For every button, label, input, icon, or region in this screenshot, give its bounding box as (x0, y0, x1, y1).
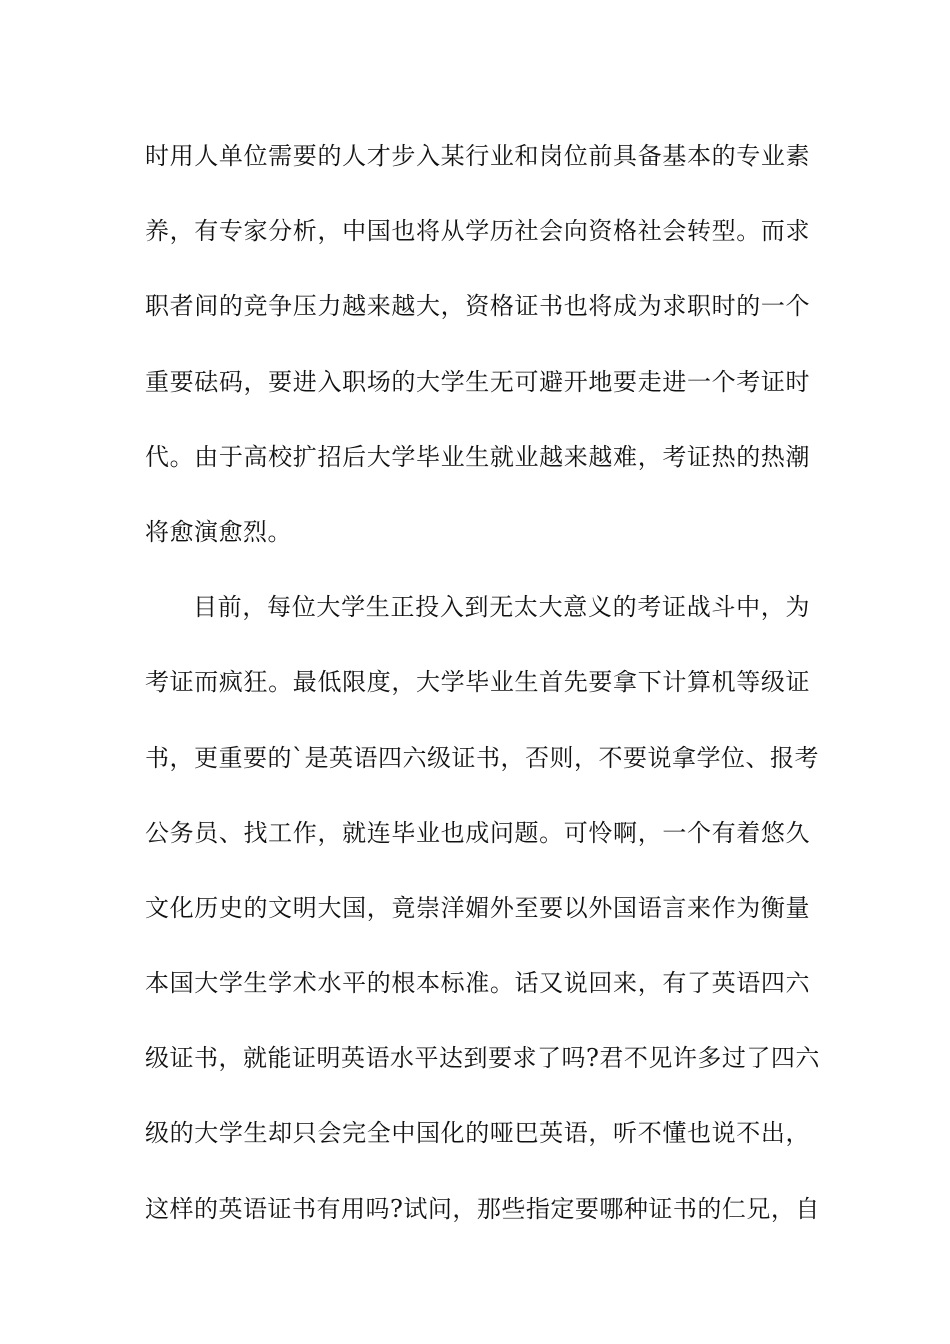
text-line: 考证而疯狂。最低限度，大学毕业生首先要拿下计算机等级证 (145, 668, 810, 697)
paragraph-2 (145, 584, 820, 1261)
text-line: 公务员、找工作，就连毕业也成问题。可怜啊，一个有着悠久 (145, 818, 810, 847)
text-line: 级证书，就能证明英语水平达到要求了吗?君不见许多过了四六 (145, 1044, 820, 1073)
text-line: 目前，每位大学生正投入到无太大意义的考证战斗中，为 (193, 593, 810, 622)
paragraph-1 (145, 133, 810, 584)
text-line: 文化历史的文明大国，竟崇洋媚外至要以外国语言来作为衡量 (145, 893, 810, 922)
text-line: 代。由于高校扩招后大学毕业生就业越来越难，考证热的热潮 (145, 442, 810, 471)
text-line: 养，有专家分析，中国也将从学历社会向资格社会转型。而求 (145, 217, 810, 246)
text-line: 将愈演愈烈。 (145, 517, 292, 546)
text-line: 重要砝码，要进入职场的大学生无可避开地要走进一个考证时 (145, 367, 810, 396)
text-line: 本国大学生学术水平的根本标准。话又说回来，有了英语四六 (145, 969, 810, 998)
text-line: 级的大学生却只会完全中国化的哑巴英语，听不懂也说不出， (145, 1119, 810, 1148)
text-line: 时用人单位需要的人才步入某行业和岗位前具备基本的专业素 (145, 142, 810, 170)
body-text (145, 133, 820, 1261)
text-line: 这样的英语证书有用吗?试问，那些指定要哪种证书的仁兄，自 (145, 1194, 820, 1223)
text-line: 书，更重要的`是英语四六级证书，否则，不要说拿学位、报考 (145, 743, 819, 772)
text-line: 职者间的竞争压力越来越大，资格证书也将成为求职时的一个 (145, 292, 810, 321)
